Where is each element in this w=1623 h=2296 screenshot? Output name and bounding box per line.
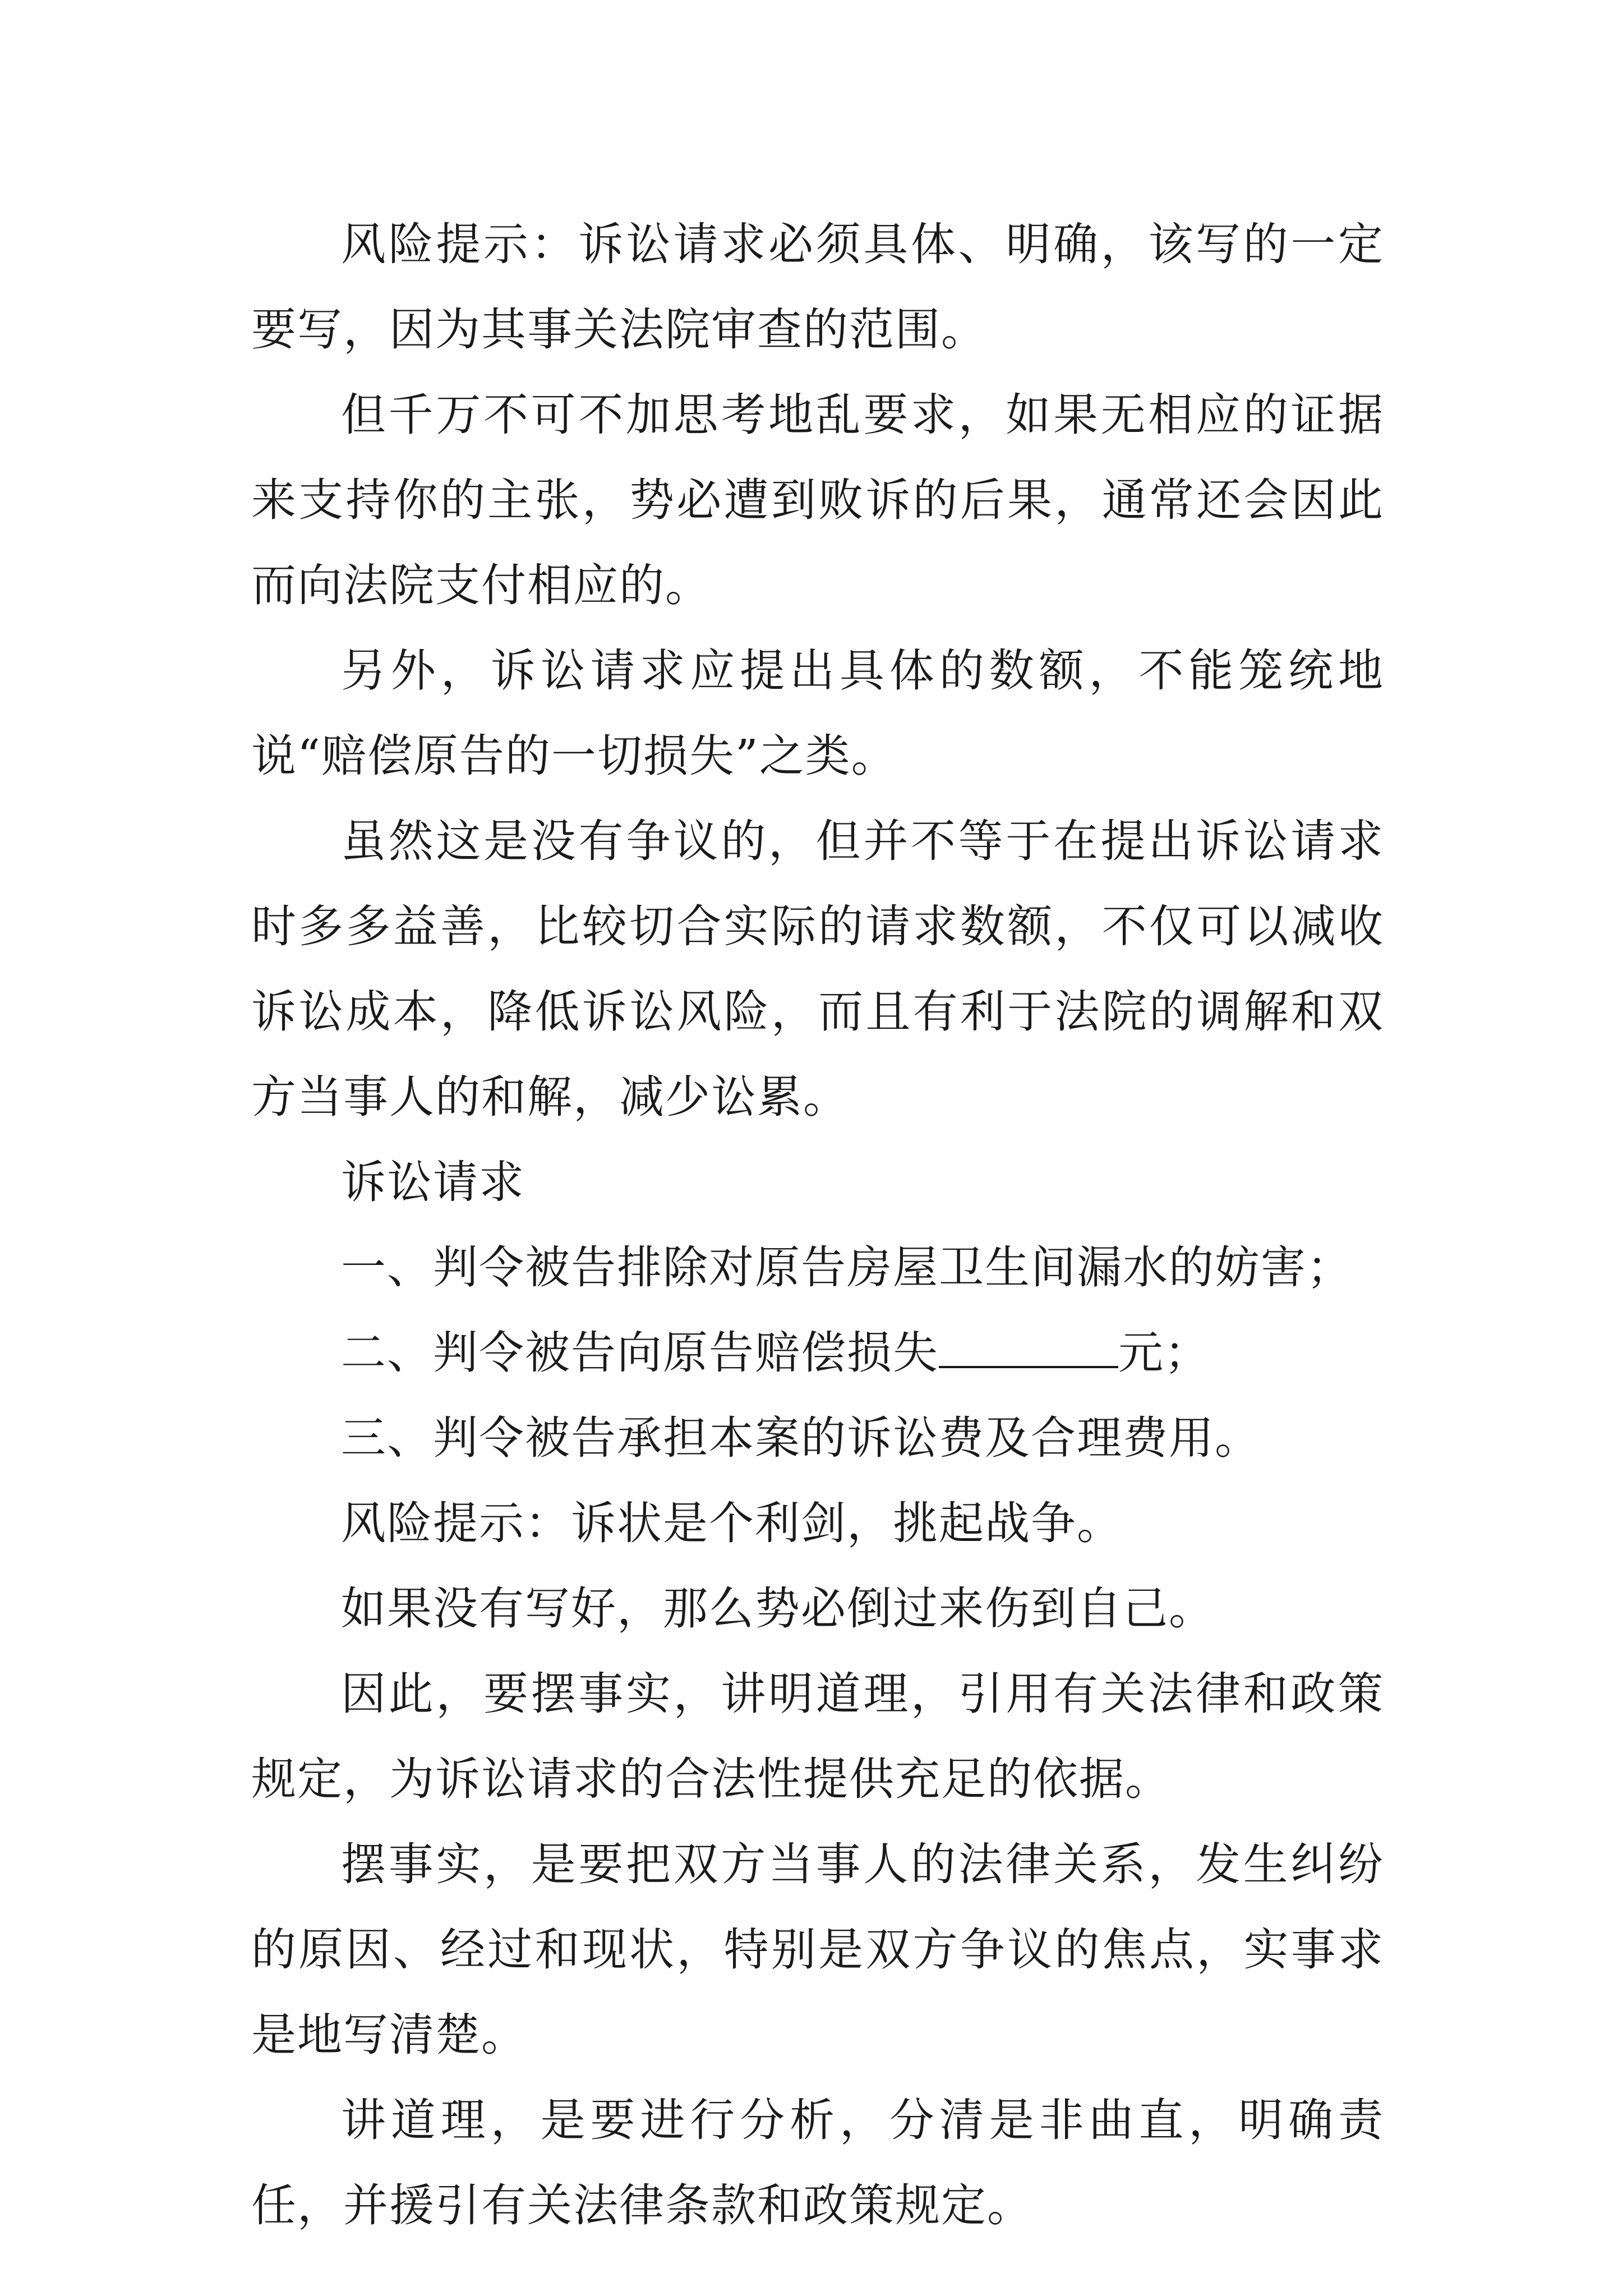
claim-item-3: 三、判令被告承担本案的诉讼费及合理费用。 [341,1412,1261,1464]
paragraph-no-arbitrary-claims: 但千万不可不加思考地乱要求，如果无相应的证据来支持你的主张，势必遭到败诉的后果，通常还会因此而向法院支付相应的。 [251,389,1384,611]
paragraph-specific-amount: 另外，诉讼请求应提出具体的数额，不能笼统地说“赔偿原告的一切损失”之类。 [251,645,1384,782]
section-heading-claims: 诉讼请求 [341,1156,525,1208]
paragraph-present-facts: 摆事实，是要把双方当事人的法律关系，发生纠纷的原因、经过和现状，特别是双方争议的焦点，实事求是地写清楚。 [251,1838,1384,2061]
document-body [251,202,1384,2248]
paragraph-risk-tip-1: 风险提示：诉讼请求必须具体、明确，该写的一定要写，因为其事关法院审查的范围。 [251,218,1384,356]
paragraph-risk-tip-2: 风险提示：诉状是个利剑，挑起战争。 [341,1497,1123,1549]
claim-item-2 [251,1310,1384,1396]
paragraph-reasonable-amount: 虽然这是没有争议的，但并不等于在提出诉讼请求时多多益善，比较切合实际的请求数额，不仅可以减收诉讼成本，降低诉讼风险，而且有利于法院的调解和双方当事人的和解，减少讼累。 [251,815,1384,1123]
claim-item-1: 一、判令被告排除对原告房屋卫生间漏水的妨害； [341,1241,1353,1294]
amount-blank-line [939,1330,1118,1368]
paragraph-therefore: 因此，要摆事实，讲明道理，引用有关法律和政策规定，为诉讼请求的合法性提供充足的依据。 [251,1668,1384,1805]
paragraph-reasoning: 讲道理，是要进行分析，分清是非曲直，明确责任，并援引有关法律条款和政策规定。 [251,2094,1384,2231]
claim-item-2-prefix: 二、判令被告向原告赔偿损失 [341,1327,939,1379]
paragraph-badly-written: 如果没有写好，那么势必倒过来伤到自己。 [341,1582,1215,1635]
claim-item-2-suffix: 元； [1118,1327,1210,1379]
